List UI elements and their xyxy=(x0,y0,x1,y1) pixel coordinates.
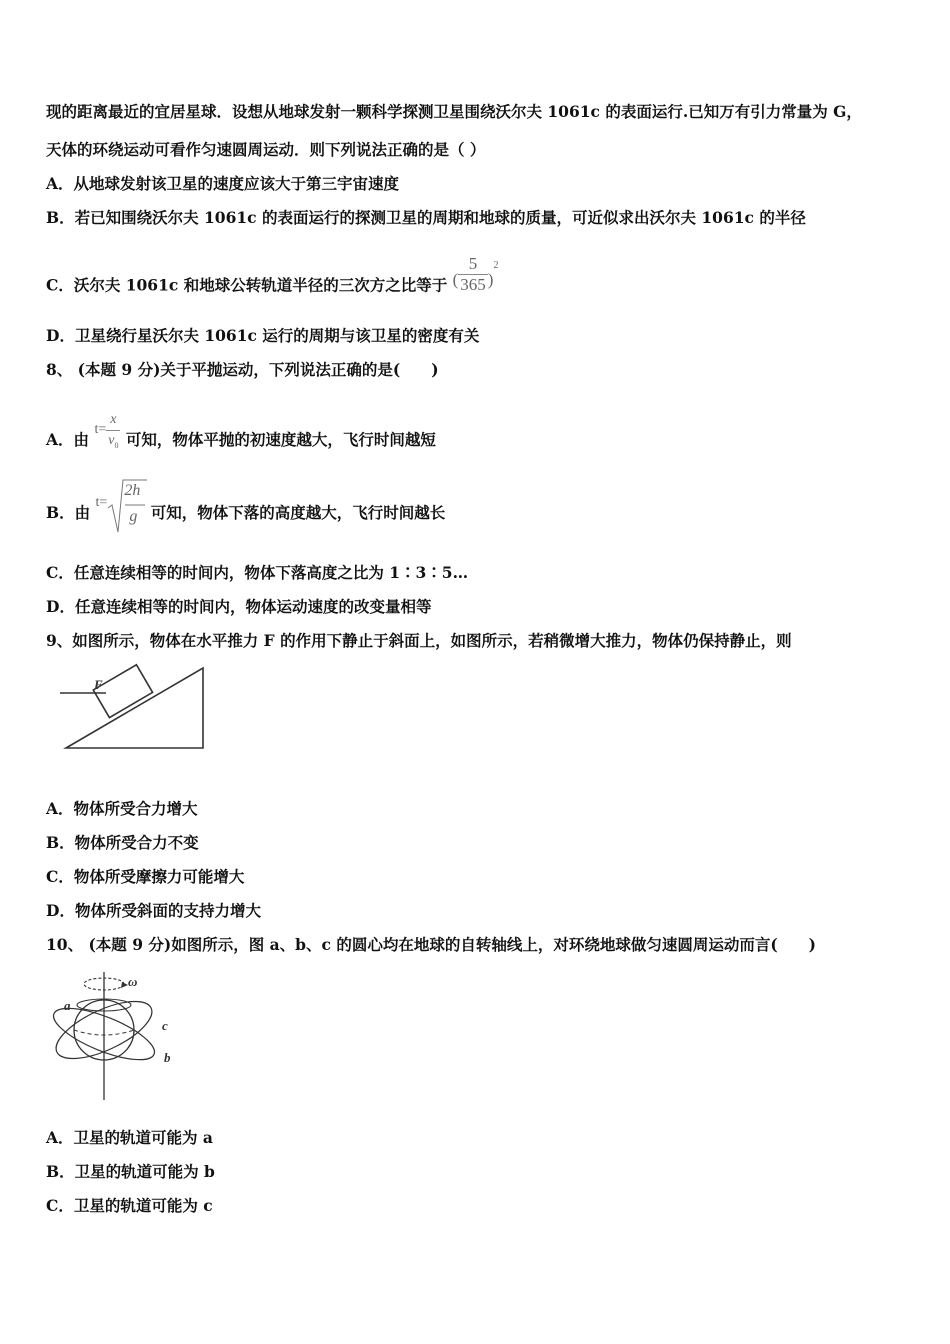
omega-label: ω xyxy=(128,974,138,989)
q8-option-b-sqrt xyxy=(107,482,145,525)
q7-option-c xyxy=(46,254,499,307)
q7-option-c-fraction-denominator: 365 xyxy=(460,275,486,294)
q7-option-c-fraction xyxy=(458,254,488,295)
q8-option-d: D．任意连续相等的时间内，物体运动速度的改变量相等 xyxy=(46,597,432,616)
q7-option-a: A．从地球发射该卫星的速度应该大于第三宇宙速度 xyxy=(46,174,400,193)
q10-option-b: B．卫星的轨道可能为 b xyxy=(46,1162,215,1181)
q8-option-b-suffix: 可知，物体下落的高度越大，飞行时间越长 xyxy=(150,503,446,522)
force-label: F xyxy=(94,677,103,692)
q8-option-b-numerator-text: 2h xyxy=(124,482,141,499)
q10-option-a: A．卫星的轨道可能为 a xyxy=(46,1128,213,1147)
q8-option-a-t: t= xyxy=(94,421,107,437)
q7-option-c-exponent: 2 xyxy=(493,260,499,272)
label-b: b xyxy=(164,1050,171,1065)
q8-option-a-denominator-sub: 0 xyxy=(114,440,119,450)
q7-stem-line2: 天体的环绕运动可看作匀速圆周运动．则下列说法正确的是（ ） xyxy=(46,140,486,159)
q8-stem: 8、 (本题 9 分)关于平抛运动，下列说法正确的是( ) xyxy=(46,360,439,379)
q10-option-c: C．卫星的轨道可能为 c xyxy=(46,1196,213,1215)
q10-orbit-figure xyxy=(42,968,182,1103)
q8-option-a-numerator-text: x xyxy=(110,412,117,427)
q8-option-a-denominator xyxy=(106,431,120,456)
rotation-arrow-head xyxy=(121,982,128,988)
q8-option-a-suffix: 可知，物体平抛的初速度越大，飞行时间越短 xyxy=(125,429,436,449)
label-a: a xyxy=(64,998,71,1013)
q9-stem: 9、如图所示，物体在水平推力 F 的作用下静止于斜面上，如图所示，若稍微增大推力，物体仍保持静止，则 xyxy=(46,631,792,650)
q7-stem-line1: 现的距离最近的宜居星球．设想从地球发射一颗科学探测卫星围绕沃尔夫 1061c 的表面运行.已知万有引力常量为 G， xyxy=(46,102,862,121)
q8-option-a xyxy=(46,412,436,464)
q8-option-a-fraction xyxy=(106,410,120,456)
q9-incline-figure xyxy=(56,660,216,755)
q8-option-b-prefix: B．由 xyxy=(46,503,91,522)
q10-stem: 10、 (本题 9 分)如图所示，图 a、b、c 的圆心均在地球的自转轴线上，对环绕地球做匀速圆周运动而言( ) xyxy=(46,935,816,954)
q7-option-c-open-paren: ( xyxy=(452,269,459,289)
q8-option-a-numerator xyxy=(106,410,120,431)
incline-triangle xyxy=(66,668,203,748)
q8-option-b-numerator xyxy=(124,481,140,501)
q8-option-b xyxy=(46,482,446,525)
q7-option-c-close-paren: ) xyxy=(487,269,494,289)
q8-option-a-denominator-text: v xyxy=(108,433,115,448)
q9-option-c: C．物体所受摩擦力可能增大 xyxy=(46,867,245,886)
q8-option-b-t: t= xyxy=(95,495,108,510)
q7-option-d: D．卫星绕行星沃尔夫 1061c 运行的周期与该卫星的密度有关 xyxy=(46,326,480,345)
q7-option-b: B．若已知围绕沃尔夫 1061c 的表面运行的探测卫星的周期和地球的质量，可近似求出沃尔夫 1061c 的半径 xyxy=(46,208,806,227)
q9-option-d: D．物体所受斜面的支持力增大 xyxy=(46,901,261,920)
q8-option-a-prefix: A．由 xyxy=(46,429,90,449)
q7-option-c-text: C．沃尔夫 1061c 和地球公转轨道半径的三次方之比等于 xyxy=(46,275,448,295)
q7-option-c-fraction-numerator: 5 xyxy=(458,254,488,275)
label-c: c xyxy=(162,1018,168,1033)
q9-option-b: B．物体所受合力不变 xyxy=(46,833,199,852)
q8-option-b-denominator: g xyxy=(129,508,138,525)
q8-option-c: C．任意连续相等的时间内，物体下落高度之比为 1∶3∶5… xyxy=(46,563,469,582)
q9-option-a: A．物体所受合力增大 xyxy=(46,799,198,818)
